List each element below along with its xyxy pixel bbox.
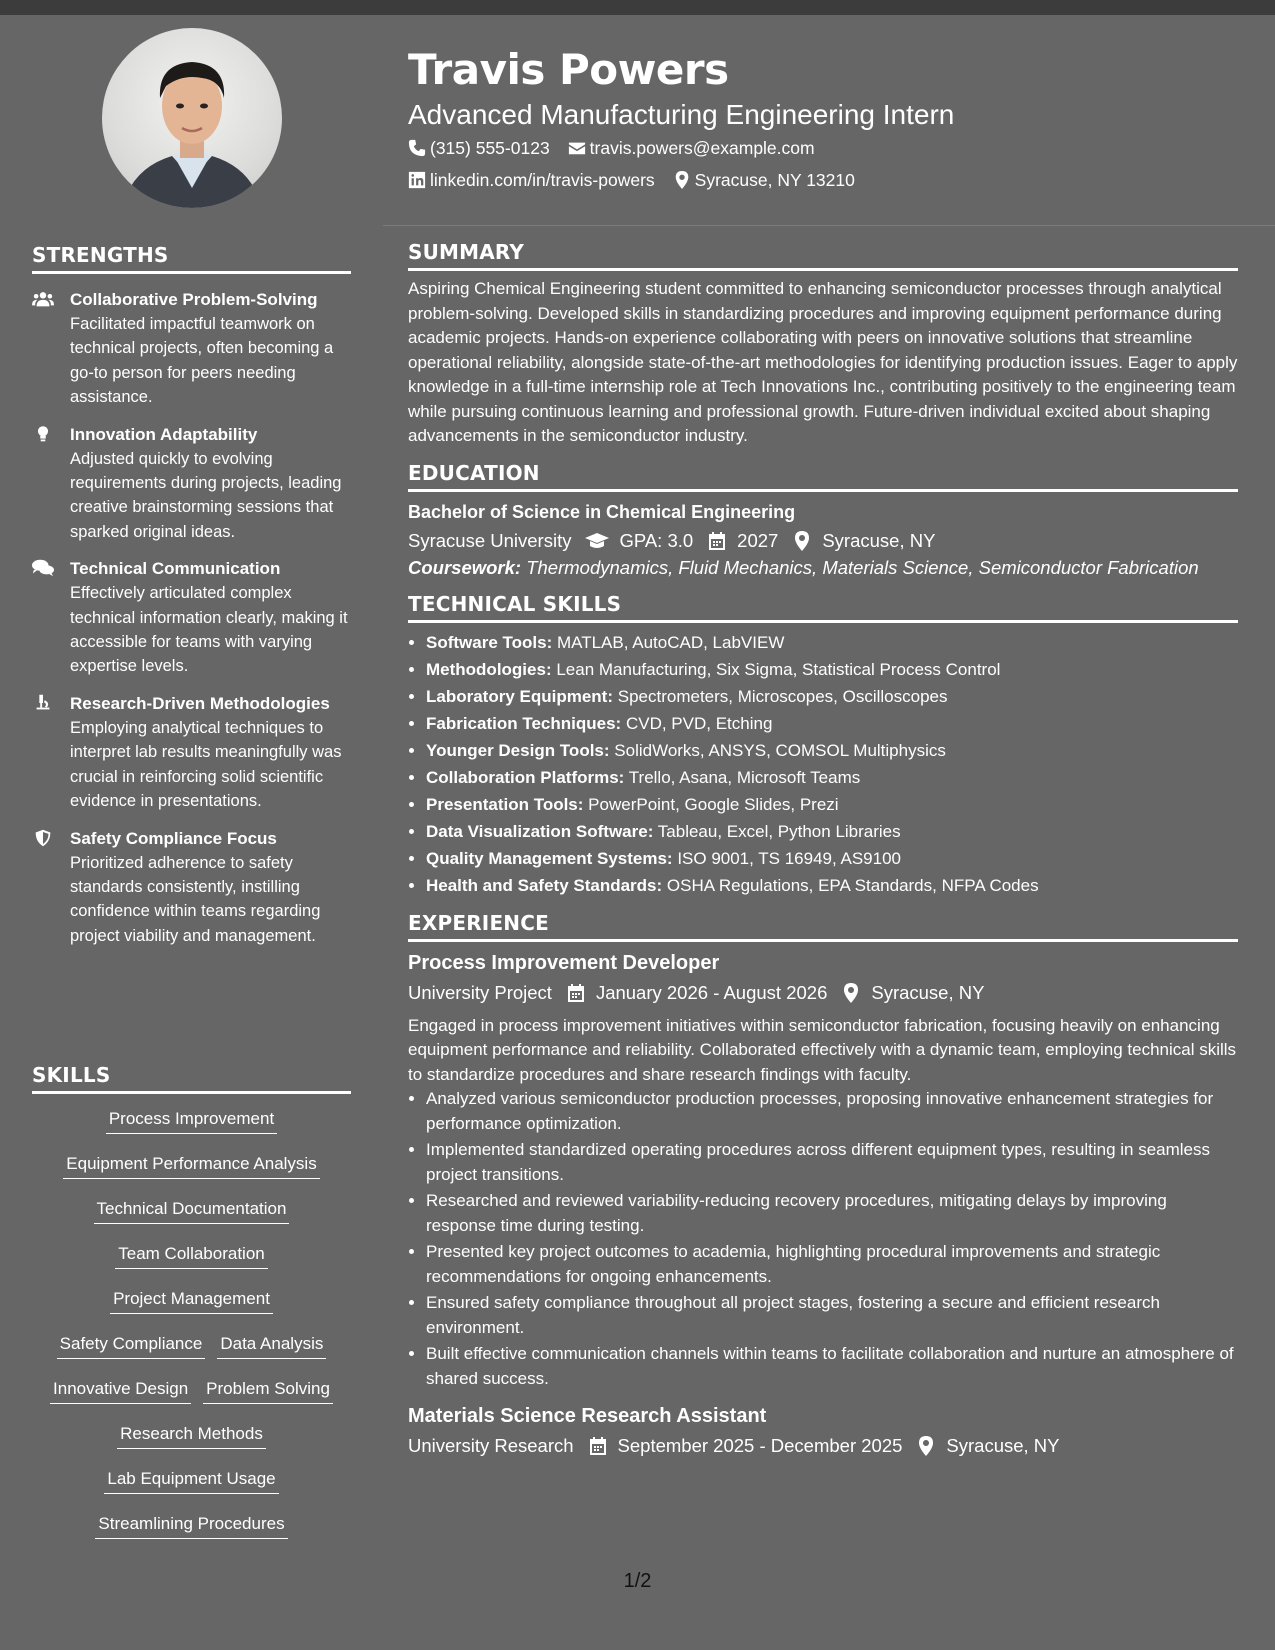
phone-number[interactable]: (315) 555-0123 [430,138,550,158]
contact-row-1 [408,132,1228,164]
envelope-icon [568,139,586,157]
gpa: GPA: 3.0 [619,529,694,551]
strength-title: Research-Driven Methodologies [70,693,330,713]
list-item [426,656,1238,683]
map-marker-icon [841,983,861,1003]
skills-list [32,1108,351,1558]
job-dates: January 2026 - August 2026 [595,981,828,1003]
shield-icon [32,829,54,847]
coursework-label: Coursework: [408,556,522,578]
skill-category: Health and Safety Standards: [426,875,663,895]
list-item [426,764,1238,791]
education-heading: EDUCATION [408,461,1238,492]
skill-tag: Innovative Design [50,1378,191,1404]
skill-values: ISO 9001, TS 16949, AS9100 [677,848,902,868]
strength-title: Collaborative Problem-Solving [70,290,318,309]
strength-title: Safety Compliance Focus [70,828,277,848]
education-location: Syracuse, NY [822,529,936,551]
summary-heading: SUMMARY [408,240,1238,271]
skill-values: PowerPoint, Google Slides, Prezi [588,794,839,814]
job-meta [408,1431,1238,1461]
calendar-icon [588,1436,608,1456]
users-icon [32,290,54,308]
list-item [426,845,1238,872]
skill-values: SolidWorks, ANSYS, COMSOL Multiphysics [614,740,946,760]
list-item: • Ensured safety compliance throughout all project stages, fostering a secure and efficient research environment. [426,1291,1238,1340]
skill-values: Trello, Asana, Microsoft Teams [628,767,861,787]
list-item: • Presented key project outcomes to academia, highlighting procedural improvements and strategic recommendations for ongoing enhancements. [426,1240,1238,1289]
resume-header [408,42,1228,196]
main-column [408,240,1238,1473]
contact-row-2 [408,164,1228,196]
skill-tag: Technical Documentation [94,1198,290,1224]
header-divider [383,225,1275,226]
coursework [408,556,1238,580]
list-item: • Analyzed various semiconductor production processes, proposing innovative enhancement strategies for performance optimization. [426,1087,1238,1136]
skill-tag: Research Methods [117,1423,266,1449]
strength-item [32,692,351,814]
profile-photo [102,28,282,208]
microscope-icon [32,694,54,712]
skill-category: Collaboration Platforms: [426,767,625,787]
skill-category: Presentation Tools: [426,794,584,814]
list-item [426,683,1238,710]
map-marker-icon [673,171,691,189]
strength-item [32,557,351,679]
skill-values: CVD, PVD, Etching [625,713,773,733]
skill-values: MATLAB, AutoCAD, LabVIEW [556,632,785,652]
summary-text: Aspiring Chemical Engineering student committed to enhancing semiconductor processes through analytical problem-solving. Developed skills in standardizing procedures and improving equipment performance during academic projects. Hands-on experience collaborating with peers on innovative solutions that streamline operational reliability, alongside state-of-the-art methodologies for identifying production issues. Eager to apply knowledge in a full-time internship role at Tech Innovations Inc., contributing positively to the engineering team while pursuing continuous learning and professional growth. Future-driven individual excited about shaping advancements in the semiconductor industry. [408,279,1238,445]
skill-category: Younger Design Tools: [426,740,610,760]
education-meta [408,526,1238,556]
candidate-role: Advanced Manufacturing Engineering Intern [408,99,955,130]
skill-tag: Streamlining Procedures [95,1513,287,1539]
skill-category: Methodologies: [426,659,552,679]
skill-category: Fabrication Techniques: [426,713,622,733]
list-item [426,791,1238,818]
list-item: • Researched and reviewed variability-reducing recovery procedures, mitigating delays by improving response time during testing. [426,1189,1238,1238]
strength-desc: Effectively articulated complex technical information clearly, making it accessible for teams with varying expertise levels. [70,584,348,676]
skill-tag: Lab Equipment Usage [104,1468,278,1494]
skill-tag: Project Management [110,1288,273,1314]
technical-skills-list [408,629,1238,899]
coursework-list: Thermodynamics, Fluid Mechanics, Materials Science, Semiconductor Fabrication [526,556,1199,578]
list-item: • Built effective communication channels within teams to facilitate collaboration and nurture an atmosphere of shared success. [426,1342,1238,1391]
strength-item [32,423,351,545]
school-name: Syracuse University [408,529,572,551]
strength-desc: Facilitated impactful teamwork on technical projects, often becoming a go-to person for peers needing assistance. [70,315,334,407]
graduation-cap-icon [585,531,609,551]
linkedin-icon [408,171,426,189]
skill-tag: Process Improvement [106,1108,277,1134]
experience-section [408,911,1238,1462]
degree-title: Bachelor of Science in Chemical Engineering [408,501,796,522]
skill-tag: Problem Solving [203,1378,333,1404]
job-description: Engaged in process improvement initiatives within semiconductor fabrication, focusing heavily on enhancing equipment performance and reliability. Collaborated effectively with a dynamic team, employing technical skills to standardize procedures and share research findings with faculty. [408,1015,1237,1084]
skill-tag: Equipment Performance Analysis [63,1153,319,1179]
skill-tag: Data Analysis [217,1333,326,1359]
calendar-icon [707,531,727,551]
linkedin-link[interactable]: linkedin.com/in/travis-powers [430,170,655,190]
technical-skills-heading: TECHNICAL SKILLS [408,592,1238,623]
experience-heading: EXPERIENCE [408,911,1238,942]
job-title: Materials Science Research Assistant [408,1405,767,1427]
skill-values: OSHA Regulations, EPA Standards, NFPA Codes [666,875,1039,895]
strength-item [32,827,351,949]
skill-values: Lean Manufacturing, Six Sigma, Statistical Process Control [556,659,1001,679]
technical-skills-section [408,592,1238,899]
job-dates: September 2025 - December 2025 [617,1435,903,1456]
education-section [408,461,1238,580]
calendar-icon [566,983,586,1003]
location-text: Syracuse, NY 13210 [694,170,855,190]
strength-title: Innovation Adaptability [70,424,258,444]
strength-title: Technical Communication [70,559,281,579]
list-item [426,737,1238,764]
skill-category: Laboratory Equipment: [426,686,614,706]
list-item [426,818,1238,845]
list-item [426,710,1238,737]
skill-values: Spectrometers, Microscopes, Oscilloscopes [617,686,948,706]
strength-desc: Adjusted quickly to evolving requirements during projects, leading creative brainstorming sessions that sparked original ideas. [70,449,342,541]
job-entry [408,1401,1238,1461]
job-meta [408,978,1238,1008]
lightbulb-icon [32,425,54,443]
strength-desc: Prioritized adherence to safety standards consistently, instilling confidence within teams regarding project viability and management. [70,853,321,945]
skill-values: Tableau, Excel, Python Libraries [657,821,901,841]
strength-desc: Employing analytical techniques to interpret lab results meaningfully was crucial in reinforcing solid scientific evidence in presentations. [70,718,342,811]
list-item [426,872,1238,899]
job-bullets [408,1087,1238,1391]
page-number: 1/2 [623,1570,652,1592]
graduation-year: 2027 [737,529,779,551]
skill-category: Data Visualization Software: [426,821,654,841]
skills-heading: SKILLS [32,1063,351,1094]
job-org: University Project [408,981,552,1003]
job-org: University Research [408,1435,574,1456]
skill-tag: Team Collaboration [115,1243,267,1269]
map-marker-icon [916,1436,936,1456]
list-item [426,629,1238,656]
skill-category: Software Tools: [426,632,553,652]
job-entry [408,948,1238,1392]
job-location: Syracuse, NY [946,1435,1060,1456]
skill-tag: Safety Compliance [57,1333,206,1359]
phone-icon [408,139,426,157]
strength-item [32,288,351,410]
summary-section [408,240,1238,449]
job-location: Syracuse, NY [871,981,985,1003]
job-title: Process Improvement Developer [408,951,720,974]
skill-category: Quality Management Systems: [426,848,673,868]
candidate-name: Travis Powers [408,45,729,94]
email-link[interactable]: travis.powers@example.com [589,138,815,158]
top-bar [0,0,1275,15]
map-marker-icon [792,531,812,551]
list-item: • Implemented standardized operating procedures across different equipment types, resulting in seamless project transitions. [426,1138,1238,1187]
strengths-heading: STRENGTHS [32,243,351,274]
comments-icon [32,559,54,577]
strengths-list [32,288,351,961]
